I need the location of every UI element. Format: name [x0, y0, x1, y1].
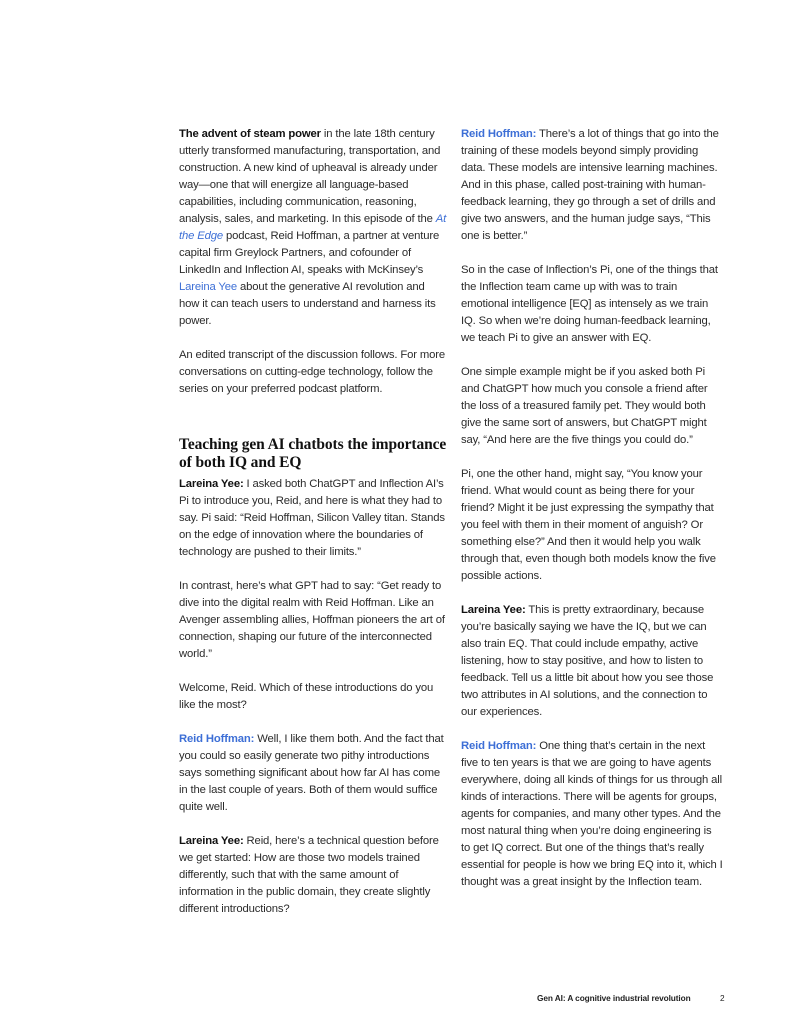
transcript-paragraph: In contrast, here’s what GPT had to say: “Get ready to dive into the digital realm with Reid Hoffman. Like an Avenger assembling allies, Hoffman pioneers the art of connection, shaping our future of the interconnected world.”: [179, 580, 445, 660]
lareina-yee-link[interactable]: Lareina Yee: [179, 281, 238, 293]
left-column: [179, 126, 447, 935]
transcript-paragraph: [461, 738, 723, 891]
intro-text-1: in the late 18th century utterly transformed manufacturing, transportation, and construction. A new kind of upheaval is already under way—one that will energize all language-based capabilities, including communication, reasoning, analysis, sales, and marketing. In this episode of the: [179, 128, 441, 225]
paragraph-text: Well, I like them both. And the fact that you could so easily generate two pithy introductions says something significant about how far AI has come in the last couple of years. Both of them would suffice quite well.: [179, 733, 444, 813]
transcript-paragraph: So in the case of Inflection’s Pi, one of the things that the Inflection team came up with was to train emotional intelligence [EQ] as intensely as we train IQ. So when we’re doing human-feedback learning, we teach Pi to give an answer with EQ.: [461, 264, 718, 344]
paragraph-text: One thing that’s certain in the next five to ten years is that we are going to have agents everywhere, doing all kinds of things for us through all kinds of interactions. There will be agents for groups, agents for companies, and many other types. And the most natural thing when you’re doing engineering is to get IQ correct. But one of the things that’s really essential for people is how we bring EQ into it, which I thought was a great insight by the Inflection team.: [461, 740, 723, 888]
transcript-paragraph: [179, 833, 447, 918]
intro-paragraph: [179, 126, 447, 330]
transcript-paragraph: Pi, one the other hand, might say, “You know your friend. What would count as being there for your friend? Might it be just expressing the sympathy that you feel with them in their moment of anguish? Or something else?” And then it would help you walk through that, even though both models know the five possible actions.: [461, 468, 716, 582]
speaker-label: Lareina Yee:: [461, 604, 526, 616]
right-column: [461, 126, 723, 908]
paragraph-text: I asked both ChatGPT and Inflection AI’s Pi to introduce you, Reid, and here is what they had to say. Pi said: “Reid Hoffman, Silicon Valley titan. Stands on the edge of innovation where the boundaries of technology are pushed to their limits.”: [179, 478, 445, 558]
speaker-label: Lareina Yee:: [179, 478, 244, 490]
podcast-link[interactable]: At the Edge: [179, 213, 447, 242]
speaker-label: Reid Hoffman:: [461, 128, 537, 140]
page-number: 2: [720, 993, 725, 1003]
transcript-paragraph: [179, 476, 447, 561]
speaker-label: Reid Hoffman:: [461, 740, 537, 752]
paragraph-text: Reid, here’s a technical question before we get started: How are those two models trained differently, such that with the same amount of information in the public domain, they create slightly different introductions?: [179, 835, 439, 915]
speaker-label: Reid Hoffman:: [179, 733, 255, 745]
edited-transcript-note: An edited transcript of the discussion follows. For more conversations on cutting-edge technology, follow the series on your preferred podcast platform.: [179, 349, 445, 395]
transcript-paragraph: [461, 126, 723, 245]
speaker-label: Lareina Yee:: [179, 835, 244, 847]
transcript-paragraph: [179, 731, 447, 816]
intro-bold-lead: The advent of steam power: [179, 128, 321, 140]
paragraph-text: There’s a lot of things that go into the training of these models beyond simply providing data. These models are intensive learning machines. And in this phase, called post-training with human-feedback learning, they go through a set of drills and give two answers, and the human judge says, “This one is better.”: [461, 128, 719, 242]
section-heading: Teaching gen AI chatbots the importance of both IQ and EQ: [179, 436, 447, 471]
transcript-paragraph: Welcome, Reid. Which of these introductions do you like the most?: [179, 682, 434, 711]
paragraph-text: This is pretty extraordinary, because you’re basically saying we have the IQ, but we can also train EQ. That could include empathy, active listening, how to stay positive, and how to listen to feedback. Tell us a little bit about how you see those two attributes in AI solutions, and the connection to our experiences.: [461, 604, 714, 718]
footer-title: Gen AI: A cognitive industrial revolution: [537, 993, 691, 1003]
transcript-paragraph: [461, 602, 723, 721]
transcript-paragraph: One simple example might be if you asked both Pi and ChatGPT how much you console a friend after the loss of a treasured family pet. They would both give the same sort of answers, but ChatGPT might say, “And here are the five things you could do.”: [461, 366, 708, 446]
intro-text-2: podcast, Reid Hoffman, a partner at venture capital firm Greylock Partners, and cofounder of LinkedIn and Inflection AI, speaks with McKinsey’s: [179, 230, 440, 276]
intro-text-3: about the generative AI revolution and how it can teach users to understand and harness its power.: [179, 281, 436, 327]
